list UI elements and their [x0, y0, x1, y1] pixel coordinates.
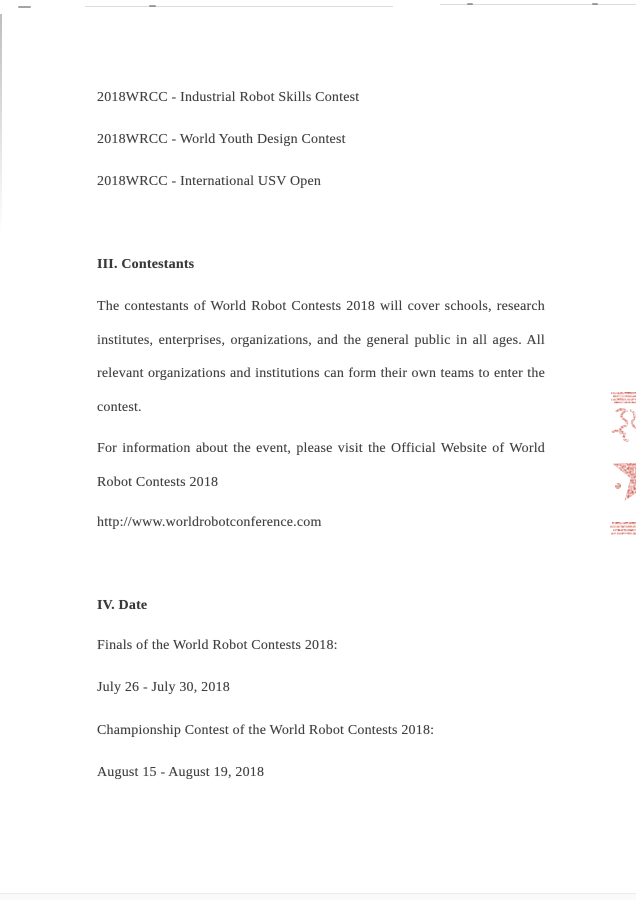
scan-edge-line [0, 14, 2, 234]
contestants-paragraph: The contestants of World Robot Contests 2018 will cover schools, research institutes, enterprises, organizations, and the general public in all ages. All relevant organizations and institutions can form their own teams to enter the contest. [97, 299, 545, 415]
scan-streak [85, 6, 393, 7]
contest-list-item: 2018WRCC - International USV Open [97, 174, 322, 189]
scan-speck [592, 3, 598, 5]
scan-edge-shadow [0, 894, 636, 900]
website-url: http://www.worldrobotconference.com [97, 515, 322, 530]
finals-dates: July 26 - July 30, 2018 [97, 680, 230, 695]
section-heading-date: IV. Date [97, 598, 148, 613]
finals-label: Finals of the World Robot Contests 2018: [97, 638, 338, 653]
info-paragraph: For information about the event, please visit the Official Website of World Robot Contests 2018 [97, 441, 545, 490]
championship-dates: August 15 - August 19, 2018 [97, 765, 265, 780]
contest-list-item: 2018WRCC - Industrial Robot Skills Contest [97, 90, 360, 105]
scan-speck [149, 5, 156, 7]
scan-speck [467, 3, 473, 5]
championship-label: Championship Contest of the World Robot Contests 2018: [97, 723, 435, 738]
contest-list-item: 2018WRCC - World Youth Design Contest [97, 132, 346, 147]
scan-speck [18, 6, 31, 8]
red-star-stamp-icon [604, 388, 636, 540]
section-heading-contestants: III. Contestants [97, 257, 195, 272]
